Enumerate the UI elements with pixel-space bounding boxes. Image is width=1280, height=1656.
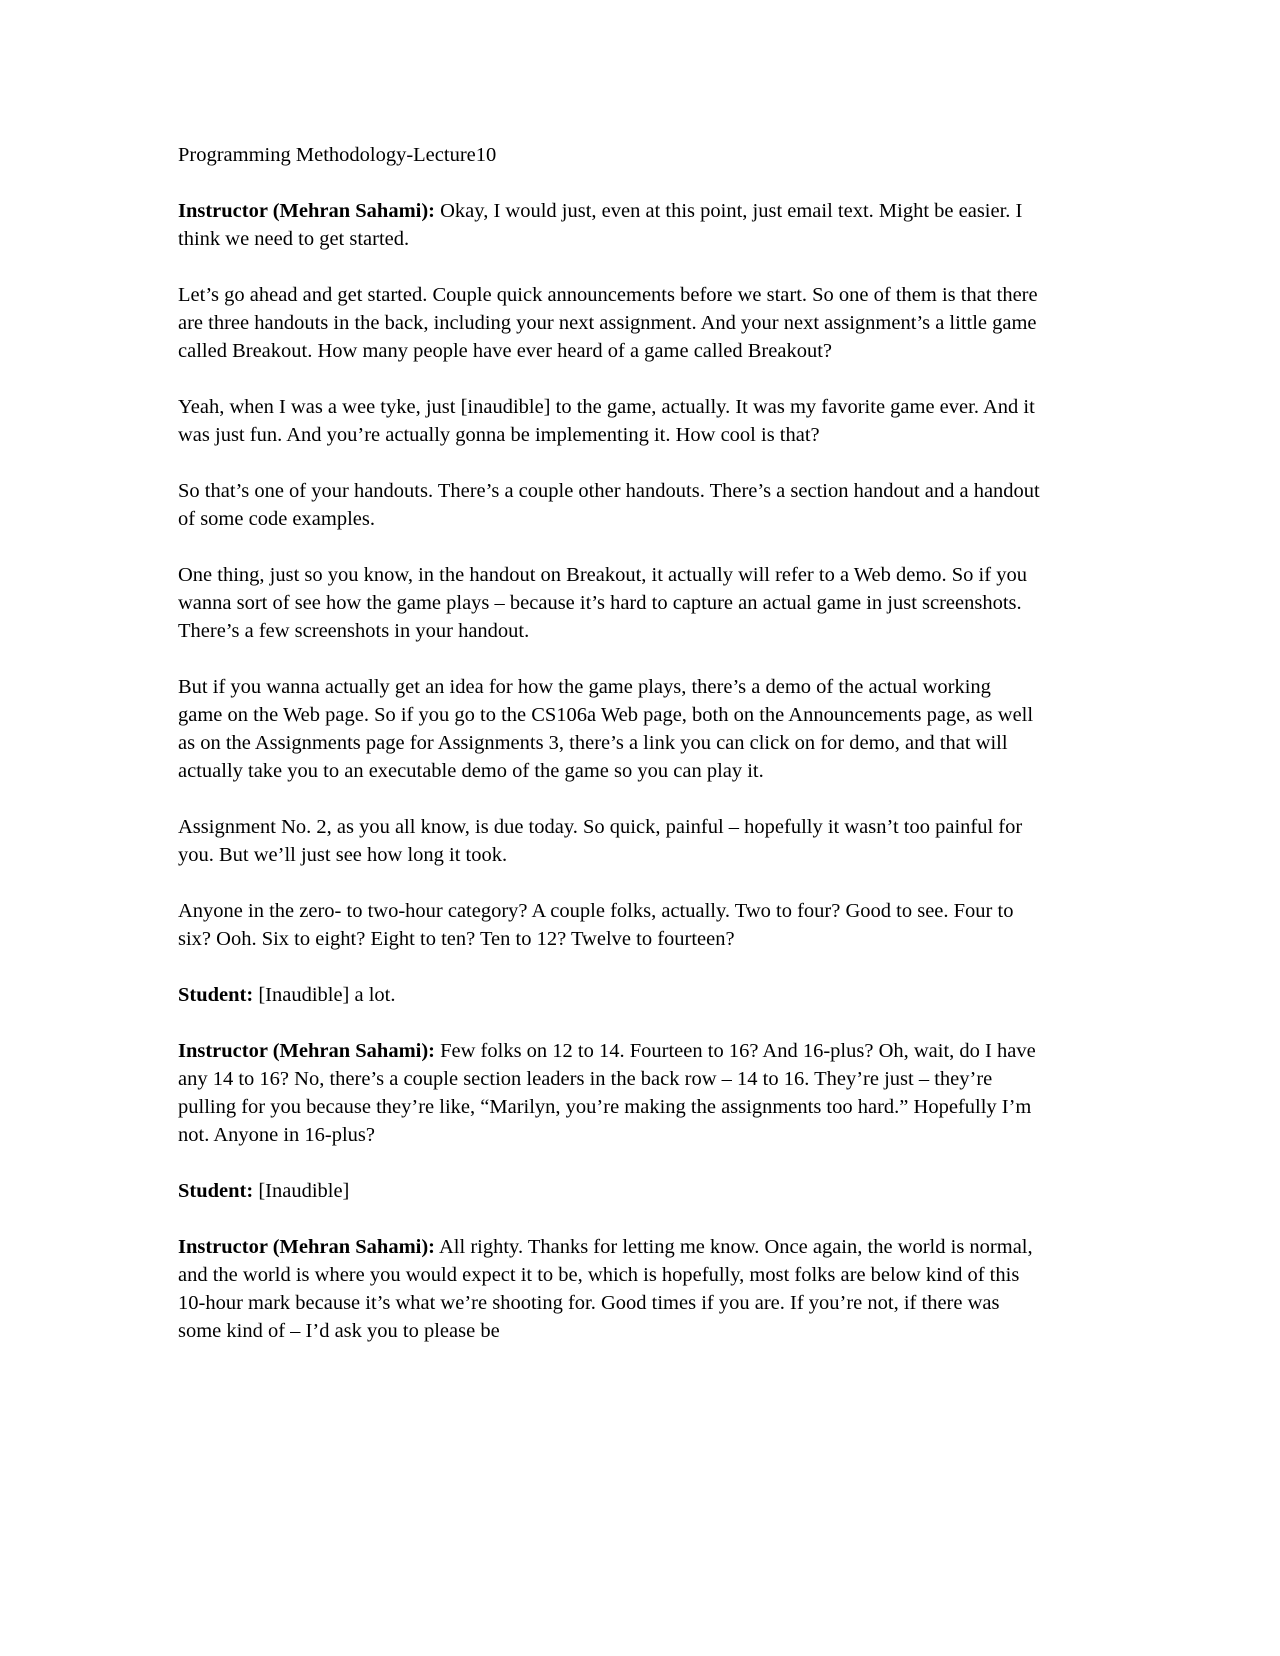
speaker-label: Student:: [178, 984, 254, 1006]
transcript-paragraph: Assignment No. 2, as you all know, is due today. So quick, painful – hopefully it wasn’t too painful for you. But we’ll just see how long it took.: [178, 816, 1023, 866]
transcript-body: [178, 197, 1040, 1345]
transcript-paragraph: One thing, just so you know, in the handout on Breakout, it actually will refer to a Web demo. So if you wanna sort of see how the game plays – because it’s hard to capture an actual game in just screenshots. There’s a few screenshots in your handout.: [178, 564, 1027, 642]
speaker-label: Student:: [178, 1180, 254, 1202]
speaker-label: Instructor (Mehran Sahami):: [178, 1040, 435, 1062]
transcript-paragraph: Let’s go ahead and get started. Couple quick announcements before we start. So one of them is that there are three handouts in the back, including your next assignment. And your next assignment’s a little game called Breakout. How many people have ever heard of a game called Breakout?: [178, 284, 1038, 362]
transcript-paragraph: Instructor (Mehran Sahami): Few folks on 12 to 14. Fourteen to 16? And 16-plus? Oh, wait, do I have any 14 to 16? No, there’s a couple section leaders in the back row – 14 to 16. They’re just – they’re pulling for you because they’re like, “Marilyn, you’re making the assignments too hard.” Hopefully I’m not. Anyone in 16-plus?: [178, 1040, 1036, 1146]
transcript-paragraph: Student: [Inaudible] a lot.: [178, 984, 396, 1006]
transcript-paragraph: Student: [Inaudible]: [178, 1180, 350, 1202]
speaker-label: Instructor (Mehran Sahami):: [178, 1236, 435, 1258]
transcript-paragraph: Instructor (Mehran Sahami): All righty. Thanks for letting me know. Once again, the world is normal, and the world is where you would expect it to be, which is hopefully, most folks are below kind of this 10-hour mark because it’s what we’re shooting for. Good times if you are. If you’re not, if there was some kind of – I’d ask you to please be: [178, 1236, 1033, 1342]
transcript-paragraph: Anyone in the zero- to two-hour category? A couple folks, actually. Two to four? Good to see. Four to six? Ooh. Six to eight? Eight to ten? Ten to 12? Twelve to fourteen?: [178, 900, 1014, 950]
transcript-paragraph: Instructor (Mehran Sahami): Okay, I would just, even at this point, just email text. Might be easier. I think we need to get started.: [178, 200, 1023, 250]
transcript-paragraph: So that’s one of your handouts. There’s a couple other handouts. There’s a section handout and a handout of some code examples.: [178, 480, 1040, 530]
document-title: Programming Methodology-Lecture10: [178, 144, 497, 166]
transcript-paragraph: Yeah, when I was a wee tyke, just [inaudible] to the game, actually. It was my favorite game ever. And it was just fun. And you’re actually gonna be implementing it. How cool is that?: [178, 396, 1035, 446]
speaker-label: Instructor (Mehran Sahami):: [178, 200, 435, 222]
transcript-paragraph: But if you wanna actually get an idea for how the game plays, there’s a demo of the actual working game on the Web page. So if you go to the CS106a Web page, both on the Announcements page, as well as on the Assignments page for Assignments 3, there’s a link you can click on for demo, and that will actually take you to an executable demo of the game so you can play it.: [178, 676, 1034, 782]
